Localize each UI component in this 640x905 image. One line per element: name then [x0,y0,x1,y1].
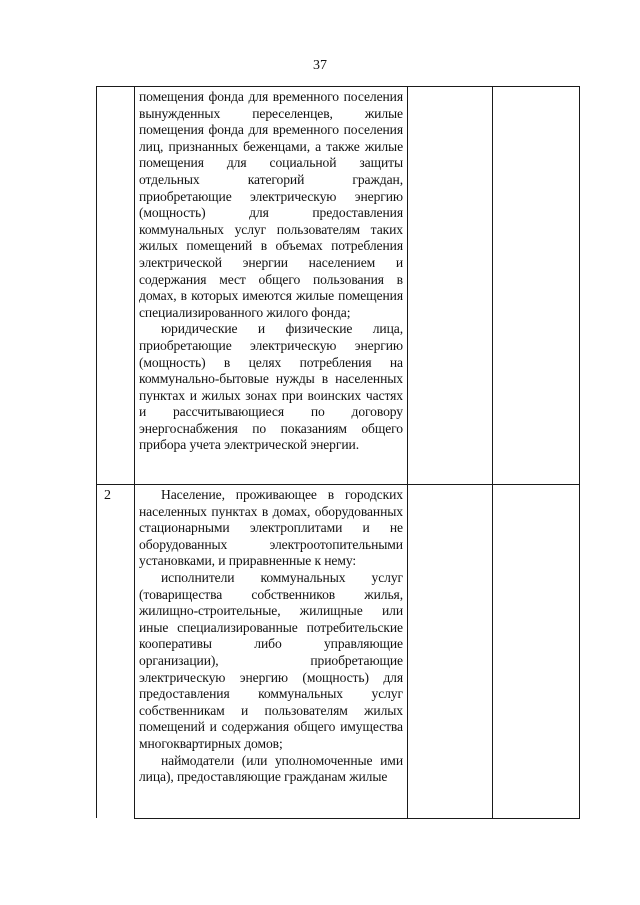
row-1-paragraph-2: юридические и физические лица, приобретающие электрическую энергию (мощность) в целях потребления на коммунально-бытовые нужды в населенных пунктах и жилых зонах при воинских частях и рассчитывающиеся по договору энергоснабжения по показаниям общего прибора учета электрической энергии. [139,321,403,453]
row-2-paragraph-2: исполнители коммунальных услуг (товарищества собственников жилья, жилищно-строительные, жилищные или иные специализированные потребительские кооперативы либо управляющие организации), приобретающие электрическую энергию (мощность) для предоставления коммунальных услуг собственникам и пользователям жилых помещений и содержания общего имущества многоквартирных домов; [139,569,403,751]
column-divider-2 [407,86,408,819]
column-divider-3 [492,86,493,819]
table-right-border [579,86,580,819]
table-bottom-border [134,818,580,819]
row-2-paragraph-1: Население, проживающее в городских населенных пунктах в домах, оборудованных стационарными электроплитами и не оборудованных электроотопительными установками, и приравненные к нему: [139,487,403,569]
row-1-paragraph-1: помещения фонда для временного поселения вынужденных переселенцев, жилые помещения фонда для временного поселения лиц, признанных беженцами, а также жилые помещения для социальной защиты отдельных категорий граждан, приобретающие электрическую энергию (мощность) для предоставления коммунальных услуг пользователям таких жилых помещений в объемах потребления электрической энергии населением и содержания мест общего пользования в домах, в которых имеются жилые помещения специализированного жилого фонда; [139,89,403,320]
column-divider-1 [134,86,135,819]
table-row-divider [96,484,580,485]
page-number: 37 [313,58,327,73]
row-2-paragraph-3: наймодатели (или уполномоченные ими лица), предоставляющие гражданам жилые [139,752,403,785]
row-2-number: 2 [104,488,111,503]
row-1-description [139,89,403,454]
row-2-description [139,487,403,786]
table-left-border [96,86,97,818]
table-top-border [96,86,580,87]
